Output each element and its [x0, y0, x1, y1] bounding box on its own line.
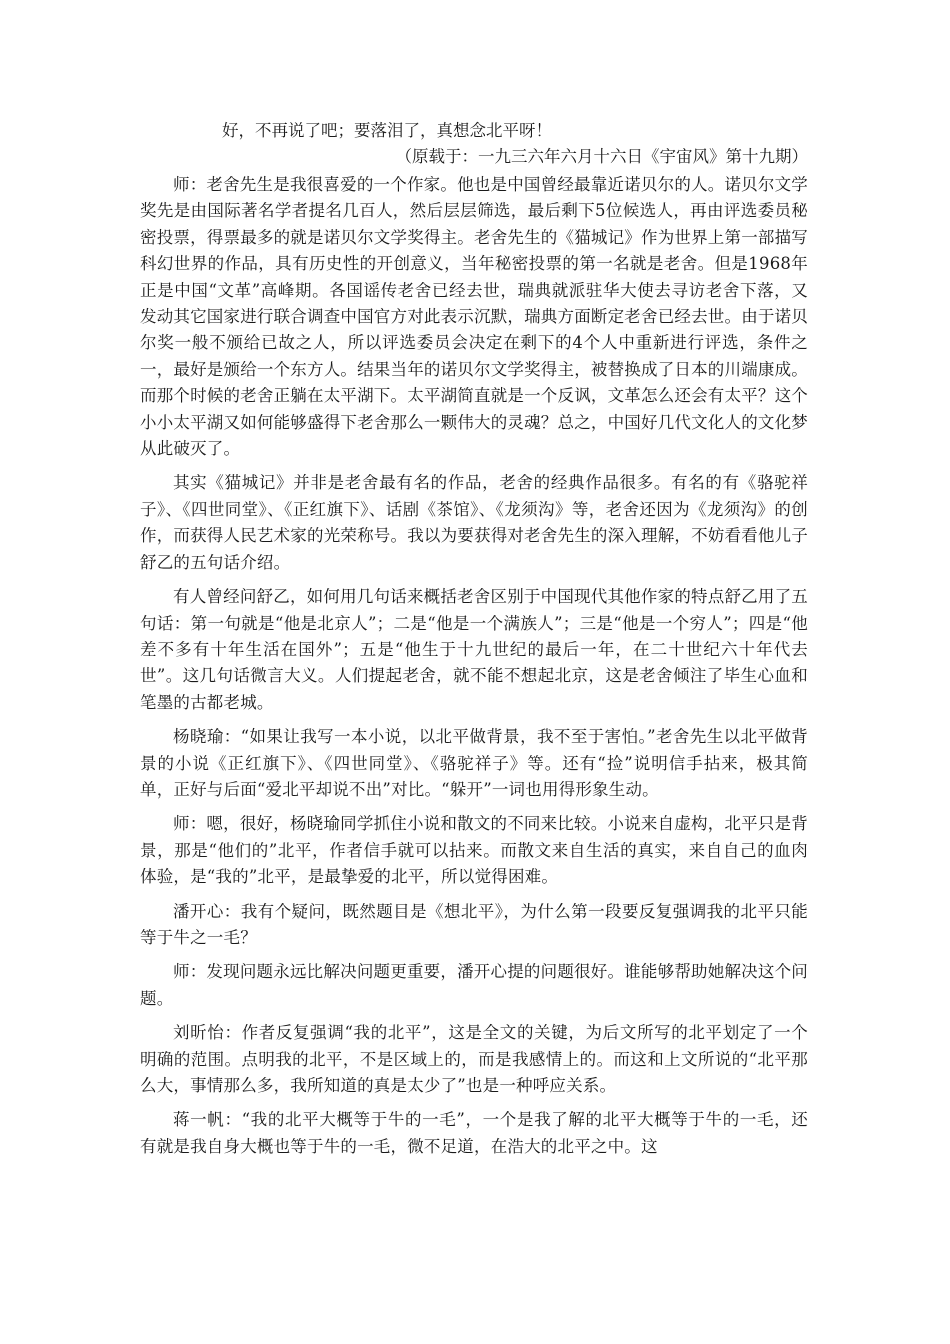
- paragraph-maocheng-ji: 其实《猫城记》并非是老舍最有名的作品，老舍的经典作品很多。有名的有《骆驼祥子》、《四世同堂》、《正红旗下》、话剧《茶馆》、《龙须沟》等，老舍还因为《龙须沟》的创作，而获得人民艺术家的光荣称号。我以为要获得对老舍先生的深入理解，不妨看看他儿子舒乙的五句话介绍。: [140, 473, 808, 572]
- paragraph-liu-xinyi: 刘昕怡：作者反复强调“我的北平”，这是全文的关键，为后文所写的北平划定了一个明确的范围。点明我的北平，不是区域上的，而是我感情上的。而这和上文所说的“北平那么大，事情那么多，我所知道的真是太少了”也是一种呼应关系。: [140, 1023, 808, 1095]
- paragraph-teacher-nobel: 师：老舍先生是我很喜爱的一个作家。他也是中国曾经最靠近诺贝尔的人。诺贝尔文学奖先是由国际著名学者提名几百人，然后层层筛选，最后剩下5位候选人，再由评选委员秘密投票，得票最多的就是诺贝尔文学奖得主。老舍先生的《猫城记》作为世界上第一部描写科幻世界的作品，具有历史性的开创意义，当年秘密投票的第一名就是老舍。但是1968年正是中国“文革”高峰期。各国谣传老舍已经去世，瑞典就派驻华大使去寻访老舍下落，又发动其它国家进行联合调查中国官方对此表示沉默，瑞典方面断定老舍已经去世。由于诺贝尔奖一般不颁给已故之人，所以评选委员会决定在剩下的4个人中重新进行评选，条件之一，最好是颁给一个东方人。结果当年的诺贝尔文学奖得主，被替换成了日本的川端康成。而那个时候的老舍正躺在太平湖下。太平湖简直就是一个反讽，文革怎么还会有太平？这个小小太平湖又如何能够盛得下老舍那么一颗伟大的灵魂？总之，中国好几代文化人的文化梦从此破灭了。: [140, 175, 808, 459]
- source-note: （原载于：一九三六年六月十六日《宇宙风》第十九期）: [395, 147, 808, 166]
- closing-line: 好，不再说了吧；要落泪了，真想念北平呀！: [222, 121, 552, 140]
- paragraph-shu-yi: 有人曾经问舒乙，如何用几句话来概括老舍区别于中国现代其他作家的特点舒乙用了五句话：第一句就是“他是北京人”；二是“他是一个满族人”；三是“他是一个穷人”；四是“他差不多有十年生活在国外”；五是“他生于十九世纪的最后一年，在二十世纪六十年代去世”。这几句话微言大义。人们提起老舍，就不能不想起北京，这是老舍倾注了毕生心血和笔墨的古都老城。: [140, 587, 808, 712]
- paragraph-pan-kaixin: 潘开心：我有个疑问，既然题目是《想北平》，为什么第一段要反复强调我的北平只能等于牛之一毛？: [140, 901, 808, 947]
- paragraph-teacher-question: 师：发现问题永远比解决问题更重要，潘开心提的问题很好。谁能够帮助她解决这个问题。: [140, 962, 808, 1008]
- paragraph-yang-xiaoyu: 杨晓瑜：“如果让我写一本小说，以北平做背景，我不至于害怕。”老舍先生以北平做背景的小说《正红旗下》、《四世同堂》、《骆驼祥子》等。还有“捡”说明信手拈来，极其简单，正好与后面“爱北平却说不出”对比。“躲开”一词也用得形象生动。: [140, 727, 808, 799]
- document-page: [140, 118, 808, 1168]
- paragraph-teacher-novel-essay: 师：嗯，很好，杨晓瑜同学抓住小说和散文的不同来比较。小说来自虚构，北平只是背景，那是“他们的”北平，作者信手就可以拈来。而散文来自生活的真实，来自自己的血肉体验，是“我的”北平，是最挚爱的北平，所以觉得困难。: [140, 814, 808, 887]
- paragraph-jiang-yifan: 蒋一帆：“我的北平大概等于牛的一毛”，一个是我了解的北平大概等于牛的一毛，还有就是我自身大概也等于牛的一毛，微不足道，在浩大的北平之中。这: [140, 1110, 808, 1156]
